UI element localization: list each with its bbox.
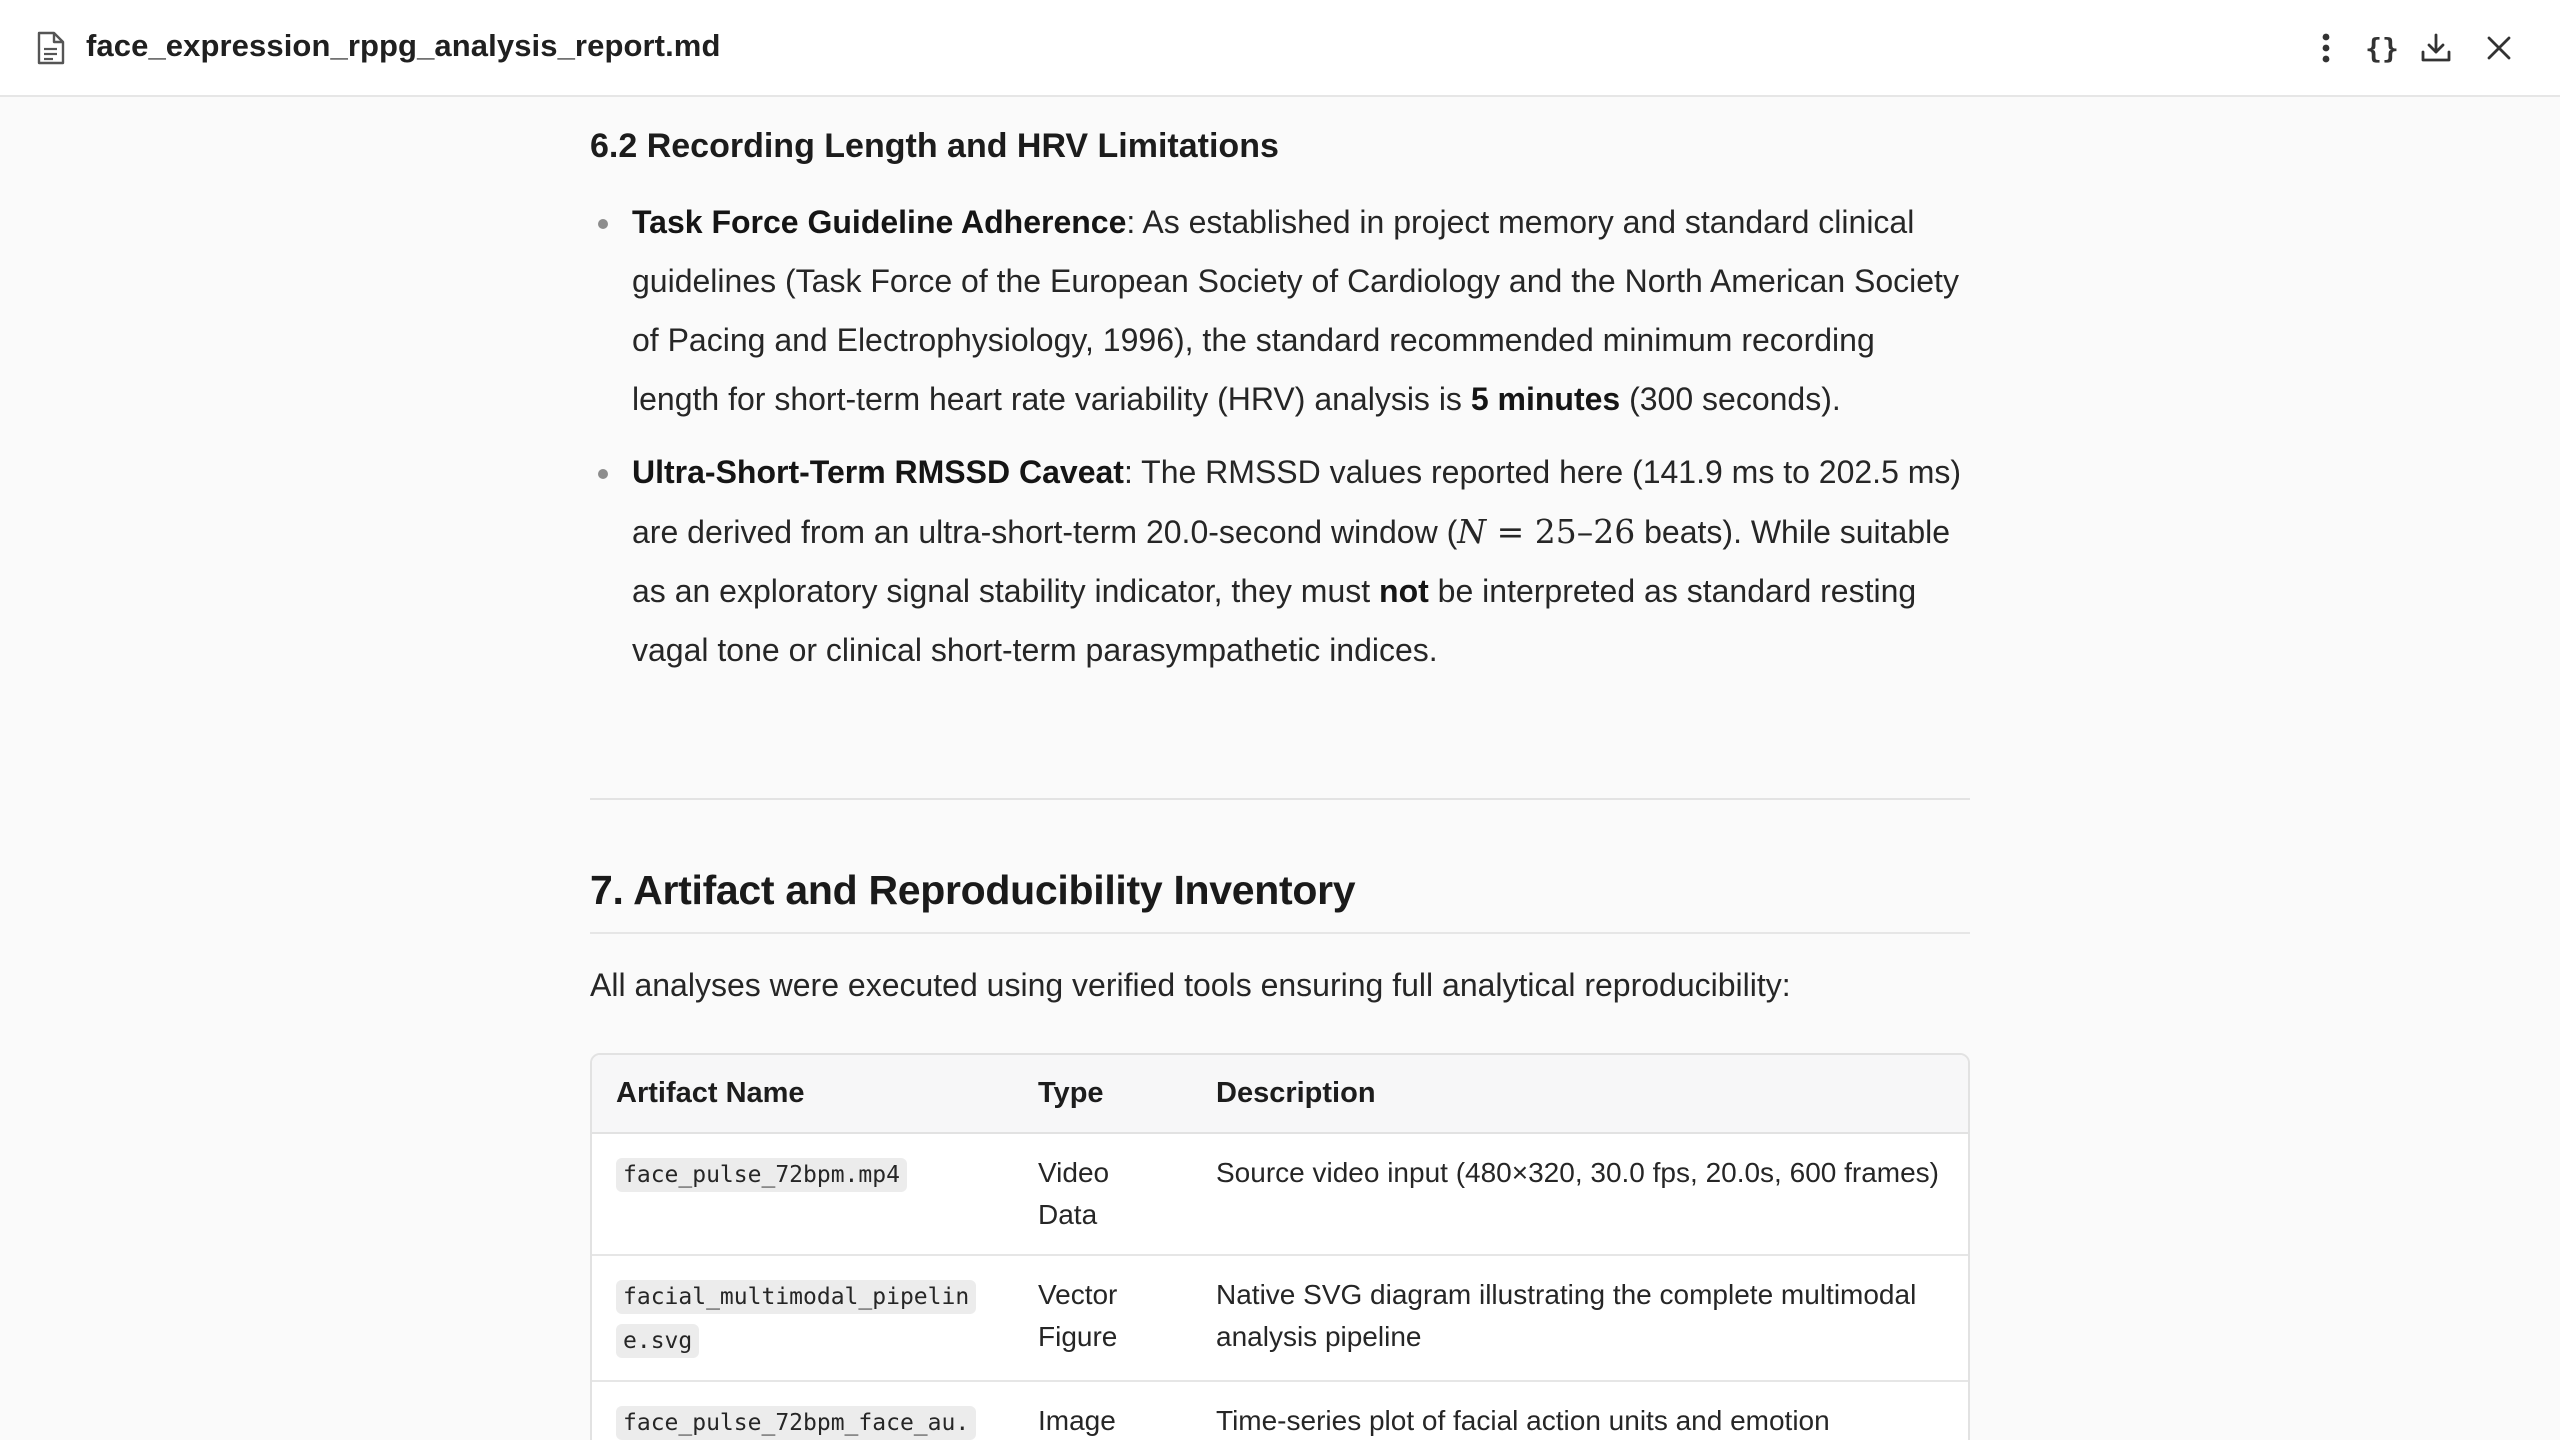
table-row <box>592 1381 1968 1440</box>
top-bar <box>0 0 2560 97</box>
math-variable: N <box>1457 512 1487 551</box>
artifact-table <box>590 1053 1970 1440</box>
section-6-2-heading: 6.2 Recording Length and HRV Limitations <box>590 127 1279 165</box>
artifact-description-cell: Time-series plot of facial action units and emotion <box>1192 1381 1968 1440</box>
list-item <box>590 193 1970 429</box>
bullet-text: : The RMSSD values reported here (141.9 ms to 202.5 ms) are derived from an ultra-short-term 20.0-second window ( <box>632 454 1962 550</box>
limitations-list <box>590 193 1970 694</box>
bullet-text: : As established in project memory and standard clinical guidelines (Task Force of the European Society of Cardiology and the North American Society of Pacing and Electrophysiology, 1996), the standard recommended minimum recording length for short-term heart rate variability (HRV) analysis is <box>632 204 1959 417</box>
artifact-type-cell: Image <box>1014 1381 1192 1440</box>
divider <box>590 798 1970 800</box>
braces-icon: {} <box>2365 31 2399 65</box>
json-view-button[interactable] <box>2358 24 2406 72</box>
artifact-description-cell: Native SVG diagram illustrating the complete multimodal analysis pipeline <box>1192 1255 1968 1381</box>
download-button[interactable] <box>2412 24 2460 72</box>
column-header-type: Type <box>1014 1055 1192 1133</box>
list-item <box>590 443 1970 680</box>
close-button[interactable] <box>2475 24 2523 72</box>
artifact-name-cell <box>592 1255 1014 1381</box>
document-content <box>590 97 1970 1440</box>
file-name: face_expression_rppg_analysis_report.md <box>86 28 721 63</box>
column-header-description: Description <box>1192 1055 1968 1133</box>
heading-underline <box>590 932 1970 934</box>
file-text-icon <box>36 30 72 68</box>
artifact-name-cell <box>592 1381 1014 1440</box>
artifact-filename: face_pulse_72bpm.mp4 <box>616 1158 907 1192</box>
table-header-row <box>592 1055 1968 1133</box>
bullet-text: (300 seconds). <box>1620 381 1841 417</box>
math-value: = 25–26 <box>1486 512 1636 551</box>
table-row <box>592 1133 1968 1255</box>
download-icon <box>2420 32 2452 64</box>
artifact-type-cell: Vector Figure <box>1014 1255 1192 1381</box>
bullet-text: be interpreted as standard resting vagal tone or clinical short-term parasympathetic indices. <box>632 573 1917 668</box>
column-header-artifact-name: Artifact Name <box>592 1055 1014 1133</box>
bullet-bold: 5 minutes <box>1470 381 1621 417</box>
table-row <box>592 1255 1968 1381</box>
artifact-name-cell <box>592 1133 1014 1255</box>
bullet-text: beats). While suitable as an exploratory signal stability indicator, they must <box>632 514 1951 609</box>
close-icon <box>2486 35 2512 61</box>
section-7-heading: 7. Artifact and Reproducibility Inventory <box>590 867 1356 913</box>
bullet-title: Ultra-Short-Term RMSSD Caveat <box>632 454 1124 490</box>
bullet-bold: not <box>1379 573 1429 609</box>
more-options-button[interactable] <box>2302 24 2350 72</box>
artifact-filename: face_pulse_72bpm_face_au. <box>616 1406 976 1440</box>
more-vertical-icon <box>2322 33 2330 63</box>
bullet-title: Task Force Guideline Adherence <box>632 204 1127 240</box>
artifact-filename: facial_multimodal_pipeline.svg <box>616 1280 976 1358</box>
artifact-type-cell: Video Data <box>1014 1133 1192 1255</box>
math-expression <box>1457 512 1635 551</box>
artifact-description-cell: Source video input (480×320, 30.0 fps, 20.0s, 600 frames) <box>1192 1133 1968 1255</box>
section-7-intro: All analyses were executed using verified tools ensuring full analytical reproducibility: <box>590 967 1791 1003</box>
